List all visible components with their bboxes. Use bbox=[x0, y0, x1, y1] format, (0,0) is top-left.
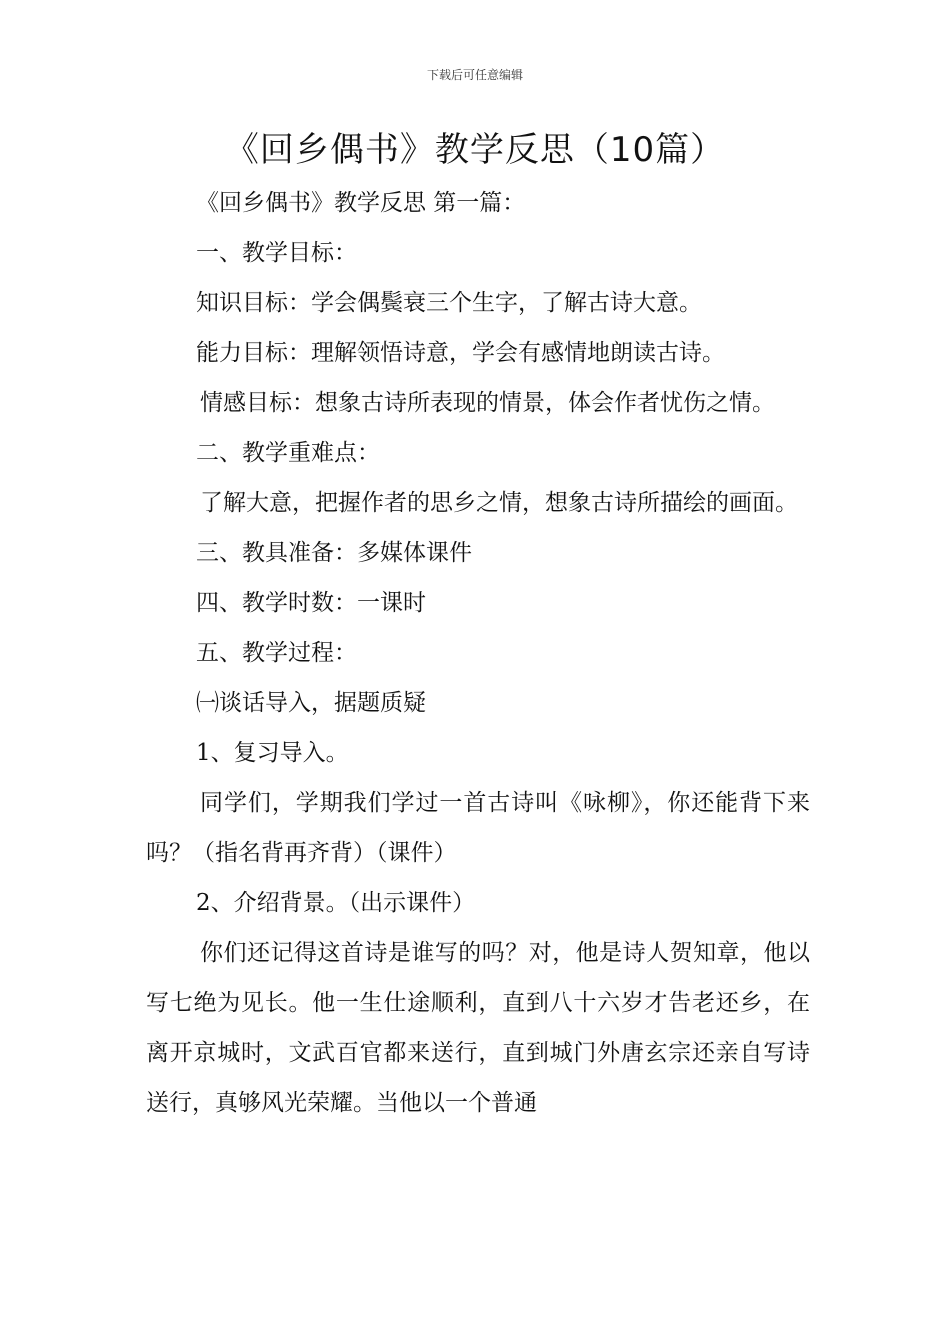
document-body bbox=[146, 178, 810, 1128]
paragraph: 你们还记得这首诗是谁写的吗？对，他是诗人贺知章，他以写七绝为见长。他一生仕途顺利，直到八十六岁才告老还乡，在离开京城时，文武百官都来送行，直到城门外唐玄宗还亲自写诗送行，真够风光荣耀。当他以一个普通 bbox=[146, 940, 810, 1116]
document-title: 《回乡偶书》教学反思（10篇） bbox=[224, 130, 726, 170]
paragraph: 2、介绍背景。（出示课件） bbox=[196, 890, 476, 916]
paragraph: 了解大意，把握作者的思乡之情，想象古诗所描绘的画面。 bbox=[200, 490, 798, 516]
paragraph: 知识目标：学会偶鬓衰三个生字，了解古诗大意。 bbox=[196, 290, 702, 316]
paragraph: 一、教学目标： bbox=[196, 240, 357, 266]
paragraph: 情感目标：想象古诗所表现的情景，体会作者忧伤之情。 bbox=[200, 390, 775, 416]
paragraph: 1、复习导入。 bbox=[196, 740, 349, 766]
paragraph: ㈠谈话导入，据题质疑 bbox=[196, 690, 426, 716]
page-header-note: 下载后可任意编辑 bbox=[426, 68, 523, 82]
section-heading: 《回乡偶书》教学反思 第一篇： bbox=[196, 190, 526, 216]
paragraph: 四、教学时数：一课时 bbox=[196, 590, 426, 616]
paragraph: 三、教具准备：多媒体课件 bbox=[196, 540, 472, 566]
paragraph: 二、教学重难点： bbox=[196, 440, 380, 466]
paragraph: 五、教学过程： bbox=[196, 640, 357, 666]
paragraph: 能力目标：理解领悟诗意，学会有感情地朗读古诗。 bbox=[196, 340, 725, 366]
paragraph: 同学们，学期我们学过一首古诗叫《咏柳》，你还能背下来吗？（指名背再齐背）（课件） bbox=[146, 790, 810, 866]
